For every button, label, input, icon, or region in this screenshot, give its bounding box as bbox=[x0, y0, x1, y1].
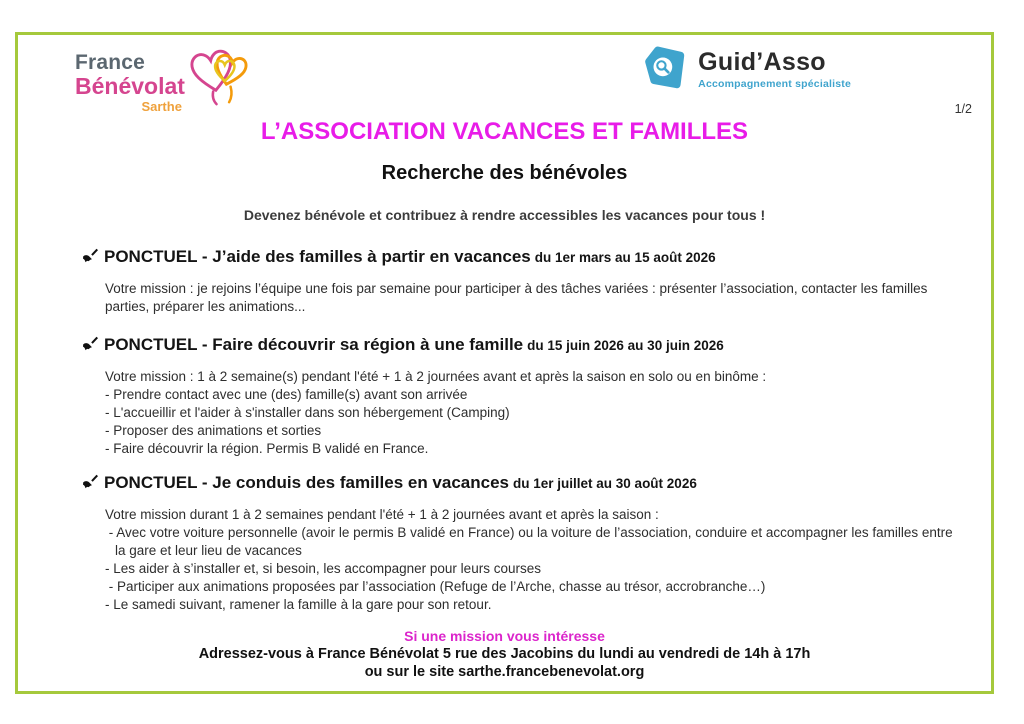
mission-3-description bbox=[105, 506, 961, 614]
mission-1-description bbox=[105, 280, 961, 316]
guidasso-logo bbox=[643, 45, 851, 95]
mission-title: PONCTUEL - J’aide des familles à partir en vacances bbox=[104, 247, 531, 266]
logo-text-guidasso: Guid’Asso bbox=[698, 48, 826, 77]
guidasso-wordmark bbox=[698, 50, 851, 90]
writing-hand-icon bbox=[82, 248, 98, 269]
mission-dates: du 1er juillet au 30 août 2026 bbox=[513, 476, 697, 491]
mission-line: - Participer aux animations proposées par l’association (Refuge de l’Arche, chasse au trésor, accrobranche…) bbox=[105, 579, 766, 594]
logo-text-france: France bbox=[75, 51, 146, 74]
france-benevolat-logo bbox=[75, 40, 249, 114]
mission-line: Votre mission : je rejoins l’équipe une fois par semaine pour participer à des tâches variées : présenter l’association, contacter les familles parties, préparer les animations... bbox=[105, 281, 932, 314]
mission-section-2 bbox=[82, 335, 961, 458]
mission-dates: du 15 juin 2026 au 30 juin 2026 bbox=[527, 338, 724, 353]
tagline: Devenez bénévole et contribuez à rendre accessibles les vacances pour tous ! bbox=[243, 207, 766, 223]
page-title: L’ASSOCIATION VACANCES ET FAMILLES bbox=[260, 118, 749, 145]
writing-hand-icon bbox=[82, 336, 98, 357]
mission-title: PONCTUEL - Je conduis des familles en vacances bbox=[104, 473, 510, 492]
magnifier-badge-icon bbox=[643, 45, 689, 95]
mission-3-heading bbox=[82, 473, 961, 495]
mission-line: - Le samedi suivant, ramener la famille à la gare pour son retour. bbox=[105, 597, 492, 612]
logo-text-accompagnement: Accompagnement spécialiste bbox=[698, 78, 851, 91]
logo-text-benevolat: Bénévolat bbox=[75, 73, 185, 99]
footer-website-line: ou sur le site sarthe.francebenevolat.org bbox=[364, 664, 645, 680]
mission-line: - Prendre contact avec une (des) famille(s) avant son arrivée bbox=[105, 387, 468, 402]
france-benevolat-wordmark bbox=[75, 40, 185, 113]
footer-accent-line: Si une mission vous intéresse bbox=[404, 628, 605, 644]
logo-text-sarthe: Sarthe bbox=[141, 99, 182, 114]
mission-line: - L'accueillir et l'aider à s'installer dans son hébergement (Camping) bbox=[105, 405, 510, 420]
page-subtitle: Recherche des bénévoles bbox=[381, 162, 628, 184]
mission-section-1 bbox=[82, 247, 961, 316]
mission-line: - Les aider à s’installer et, si besoin, les accompagner pour leurs courses bbox=[105, 561, 541, 576]
hearts-icon bbox=[187, 40, 249, 114]
writing-hand-icon bbox=[82, 474, 98, 495]
mission-title: PONCTUEL - Faire découvrir sa région à une famille bbox=[104, 335, 524, 354]
page-number: 1/2 bbox=[954, 102, 972, 116]
mission-line: - Faire découvrir la région. Permis B validé en France. bbox=[105, 441, 429, 456]
mission-line: Votre mission : 1 à 2 semaine(s) pendant l'été + 1 à 2 journées avant et après la saison en solo ou en binôme : bbox=[105, 369, 767, 384]
contact-footer bbox=[18, 627, 991, 681]
mission-line: Votre mission durant 1 à 2 semaines pendant l'été + 1 à 2 journées avant et après la saison : bbox=[105, 507, 659, 522]
mission-line: - Proposer des animations et sorties bbox=[105, 423, 322, 438]
mission-2-description bbox=[105, 368, 961, 458]
page-border-frame bbox=[15, 32, 994, 694]
mission-2-heading bbox=[82, 335, 961, 357]
mission-section-3 bbox=[82, 473, 961, 614]
mission-line: - Avec votre voiture personnelle (avoir le permis B validé en France) ou la voiture de l’association, conduire et accompagner les familles entre la gare et leur lieu de vacances bbox=[105, 525, 957, 558]
footer-address-line: Adressez-vous à France Bénévolat 5 rue des Jacobins du lundi au vendredi de 14h à 17h bbox=[198, 646, 811, 662]
mission-dates: du 1er mars au 15 août 2026 bbox=[534, 250, 716, 265]
mission-1-heading bbox=[82, 247, 961, 269]
